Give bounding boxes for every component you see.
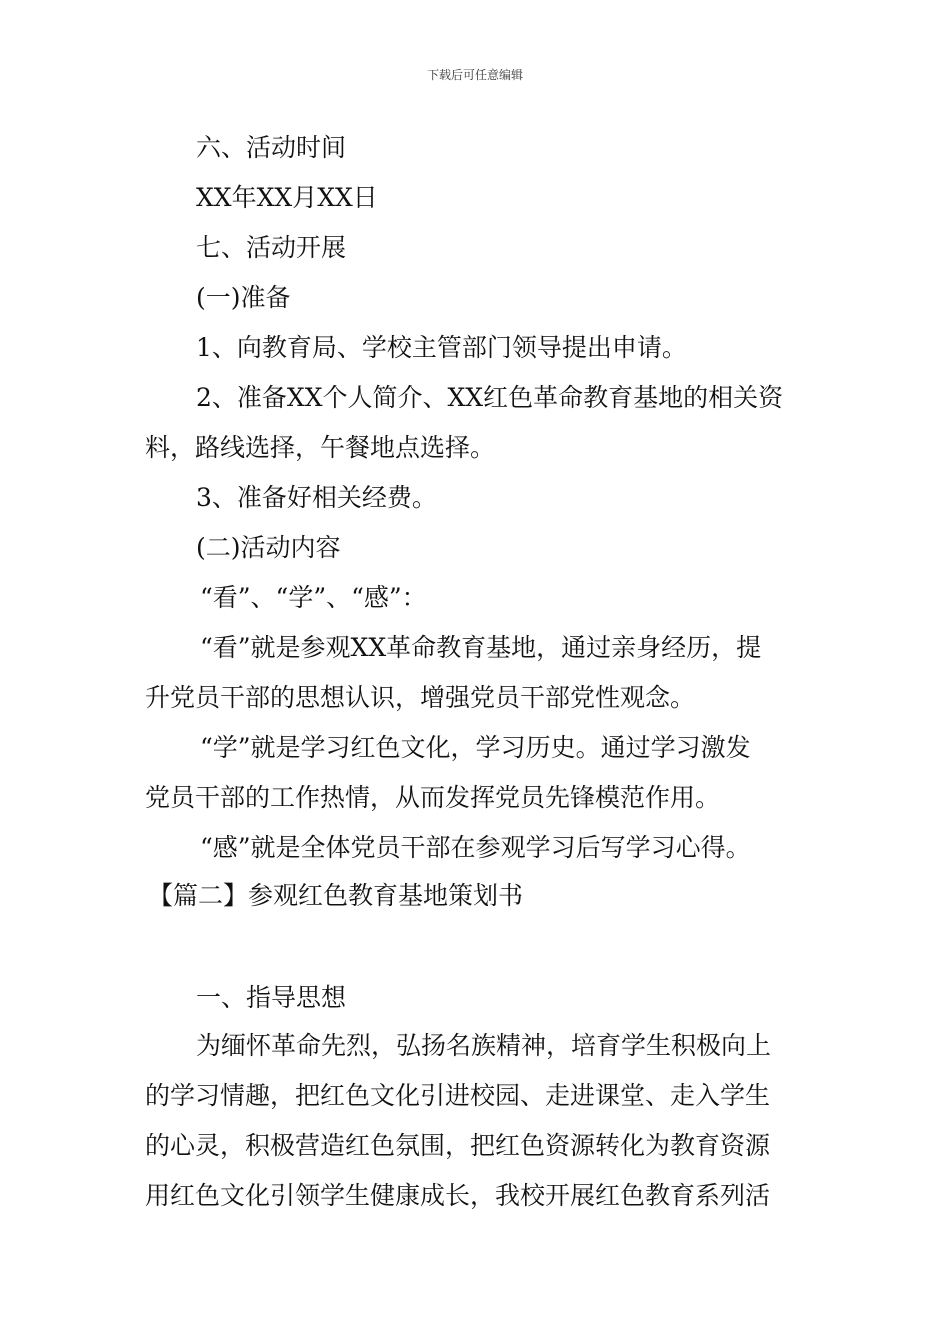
paragraph-see-line-1: “看”就是参观XX革命教育基地，通过亲身经历，提 — [200, 633, 762, 662]
list-item-1: 1、向教育局、学校主管部门领导提出申请。 — [196, 333, 687, 362]
paragraph-learn-line-1: “学”就是学习红色文化，学习历史。通过学习激发 — [200, 733, 751, 762]
paragraph-see-learn-feel: “看”、“学”、“感”： — [200, 583, 427, 612]
paragraph-ideology-line-1: 为缅怀革命先烈，弘扬名族精神，培育学生积极向上 — [196, 1031, 772, 1060]
page-header: 下载后可任意编辑 — [426, 68, 523, 82]
paragraph-learn-line-2: 党员干部的工作热情，从而发挥党员先锋模范作用。 — [145, 783, 721, 812]
paragraph-ideology-line-2: 的学习情趣，把红色文化引进校园、走进课堂、走入学生 — [145, 1081, 771, 1110]
subheading-activity-content: (二)活动内容 — [196, 533, 341, 562]
paragraph-ideology-line-4: 用红色文化引领学生健康成长，我校开展红色教育系列活 — [145, 1181, 771, 1210]
section-heading-activity-conduct: 七、活动开展 — [196, 233, 347, 262]
subheading-preparation: (一)准备 — [196, 283, 291, 312]
section-heading-activity-time: 六、活动时间 — [196, 133, 347, 162]
list-item-3: 3、准备好相关经费。 — [196, 483, 437, 512]
list-item-2-line-2: 料，路线选择，午餐地点选择。 — [145, 433, 496, 462]
paragraph-ideology-line-3: 的心灵，积极营造红色氛围，把红色资源转化为教育资源 — [145, 1131, 771, 1160]
list-item-2-line-1: 2、准备XX个人简介、XX红色革命教育基地的相关资 — [196, 383, 784, 412]
paragraph-date: XX年XX月XX日 — [196, 183, 378, 212]
paragraph-feel: “感”就是全体党员干部在参观学习后写学习心得。 — [200, 833, 751, 862]
section-heading-guiding-ideology: 一、指导思想 — [196, 983, 347, 1012]
part-two-title: 【篇二】参观红色教育基地策划书 — [148, 881, 524, 910]
paragraph-see-line-2: 升党员干部的思想认识，增强党员干部党性观念。 — [145, 683, 696, 712]
